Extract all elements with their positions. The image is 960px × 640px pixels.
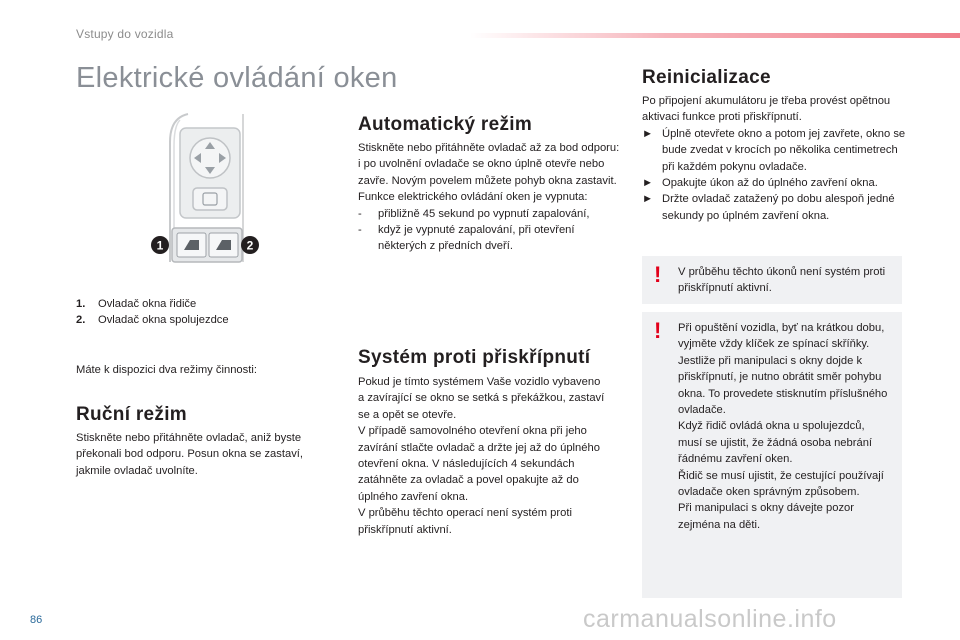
reinit-text: Po připojení akumulátoru je třeba provést opětnou aktivaci funkce proti přiskřípnutí. <box>642 95 891 124</box>
antipinch-text: Pokud je tímto systémem Vaše vozidlo vybaveno a zavírající se okno se setká s překážkou, zastaví se a opět se otevře. <box>358 376 605 421</box>
triangle-bullet-icon: ► <box>642 127 654 140</box>
list-item: - když je vypnuté zapalování, při otevření některých z předních dveří. <box>358 224 575 253</box>
legend-text: Ovladač okna spolujezdce <box>98 314 229 327</box>
list-item: ► Držte ovladač zatažený po dobu alespoň jedné sekundy po úplném zavření okna. <box>642 193 895 222</box>
window-switch-illustration <box>150 112 260 277</box>
legend-number: 1. <box>76 298 86 310</box>
automatic-mode-heading: Automatický režim <box>358 114 533 135</box>
warning-box <box>642 312 902 598</box>
manual-mode-text: Stiskněte nebo přitáhněte ovladač, aniž byste překonali bod odporu. Posun okna se zastaví, jakmile ovladač uvolníte. <box>76 432 304 477</box>
reinit-list <box>642 126 912 224</box>
intro-text: Máte k dispozici dva režimy činnosti: <box>76 364 257 376</box>
figure-legend <box>76 296 229 329</box>
page-number: 86 <box>30 614 43 626</box>
legend-number: 2. <box>76 314 86 327</box>
list-item: ► Opakujte úkon až do úplného zavření okna. <box>642 175 912 191</box>
antipinch-text3: V průběhu těchto operací není systém proti přiskřípnutí aktivní. <box>358 507 572 536</box>
antipinch-heading: Systém proti přiskřípnutí <box>358 347 591 368</box>
automatic-mode-para2: Funkce elektrického ovládání oken je vypnuta: <box>358 191 588 204</box>
header-gradient-bar <box>470 33 960 38</box>
warning-box <box>642 256 902 304</box>
marker-2-label: 2 <box>246 238 254 253</box>
reinit-body <box>642 93 912 224</box>
watermark: carmanualsonline.info <box>583 605 837 633</box>
header-section-title: Vstupy do vozidla <box>76 27 174 41</box>
page-title: Elektrické ovládání oken <box>76 62 398 94</box>
legend-item <box>76 312 229 328</box>
manual-mode-heading: Ruční režim <box>76 404 187 425</box>
warning-text: Při opuštění vozidla, byť na krátkou dobu, vyjměte vždy klíček ze spínací skříňky. Jestliže při manipulaci s okny dojde k přiskřípnutí, je nutno obrátit směr pohybu okna. To provedete stisknutím příslušného ovladače. Když řidič ovládá okna u spolujezdců, musí se ujistit, že žádná osoba nebrání řádnému zavření oken. Řidič se musí ujistit, že cestující používají ovladače oken správným způsobem. Při manipulaci s okny dávejte pozor zejména na děti. <box>678 322 888 531</box>
triangle-bullet-icon: ► <box>642 177 654 190</box>
exclamation-icon: ! <box>654 262 662 287</box>
list-item: ► Úplně otevřete okno a potom jej zavřete, okno se bude zvedat v krocích po několika centimetrech při každém pokynu ovladače. <box>642 127 906 173</box>
automatic-mode-list <box>358 206 620 255</box>
triangle-bullet-icon: ► <box>642 193 654 206</box>
exclamation-icon: ! <box>654 318 662 343</box>
legend-item <box>76 296 229 312</box>
list-item: - přibližně 45 sekund po vypnutí zapalování, <box>358 207 590 220</box>
window-switch-figure <box>150 112 260 277</box>
legend-text: Ovladač okna řidiče <box>98 298 197 310</box>
automatic-mode-body <box>358 140 620 255</box>
automatic-mode-para1: Stiskněte nebo přitáhněte ovladač až za bod odporu: i po uvolnění ovladače se okno úplně otevře nebo zavře. Novým povelem můžete pohyb okna zastavit. <box>358 142 620 187</box>
reinit-heading: Reinicializace <box>642 67 771 88</box>
antipinch-text2: V případě samovolného otevření okna při jeho zavírání stlačte ovladač a držte jej až do úplného otevření okna. V následujících 4 sekundách zatáhněte za ovladač a povel opakujte až do úplného zavření okna. <box>358 425 600 503</box>
warning-text: V průběhu těchto úkonů není systém proti přiskřípnutí aktivní. <box>678 266 886 295</box>
antipinch-body <box>358 374 608 538</box>
marker-1-label: 1 <box>156 238 164 253</box>
